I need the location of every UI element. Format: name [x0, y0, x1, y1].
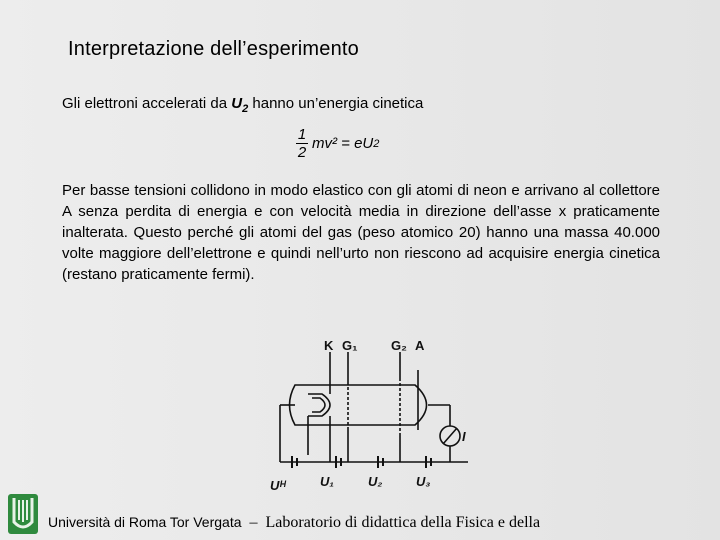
intro-symbol: $U_2$ — [231, 95, 249, 115]
footer-separator: – — [249, 514, 258, 531]
label-u1: U₁ — [320, 474, 334, 489]
formula-body: mv² = eU — [312, 135, 374, 152]
kinetic-energy-formula — [296, 126, 379, 161]
footer-university: Università di Roma Tor Vergata — [48, 514, 242, 530]
label-u2: U₂ — [368, 474, 383, 489]
footer-text — [48, 514, 540, 532]
explanation-paragraph: Per basse tensioni collidono in modo elastico con gli atomi di neon e arrivano al collettore A senza perdita di energia e con velocità media in direzione dell’asse x praticamente inalterata. Questo perché gli atomi del gas (peso atomico 20) hanno una massa 40.000 volte maggiore dell’elettrone e quindi nell’urto non riescono ad acquisire energia cinetica (restano praticamente fermi). — [62, 182, 660, 283]
label-g2: G₂ — [391, 338, 407, 353]
university-logo — [6, 492, 40, 536]
intro-line — [62, 95, 423, 115]
label-k: K — [324, 338, 334, 353]
label-g1: G₁ — [342, 338, 358, 353]
formula-sub: 2 — [373, 137, 380, 150]
intro-text-before: Gli elettroni accelerati da — [62, 95, 232, 112]
formula-fraction: $\frac{1}{2}$ — [297, 126, 307, 161]
footer-lab: Laboratorio di didattica della Fisica e della — [265, 514, 541, 531]
label-a: A — [415, 338, 425, 353]
slide-title: Interpretazione dell’esperimento — [68, 38, 360, 60]
label-i: I — [462, 429, 466, 444]
label-uh: Uᴴ — [270, 478, 286, 493]
intro-text-after: hanno un’energia cinetica — [248, 95, 424, 112]
franck-hertz-circuit-diagram — [240, 330, 500, 500]
label-u3: U₃ — [416, 474, 431, 489]
